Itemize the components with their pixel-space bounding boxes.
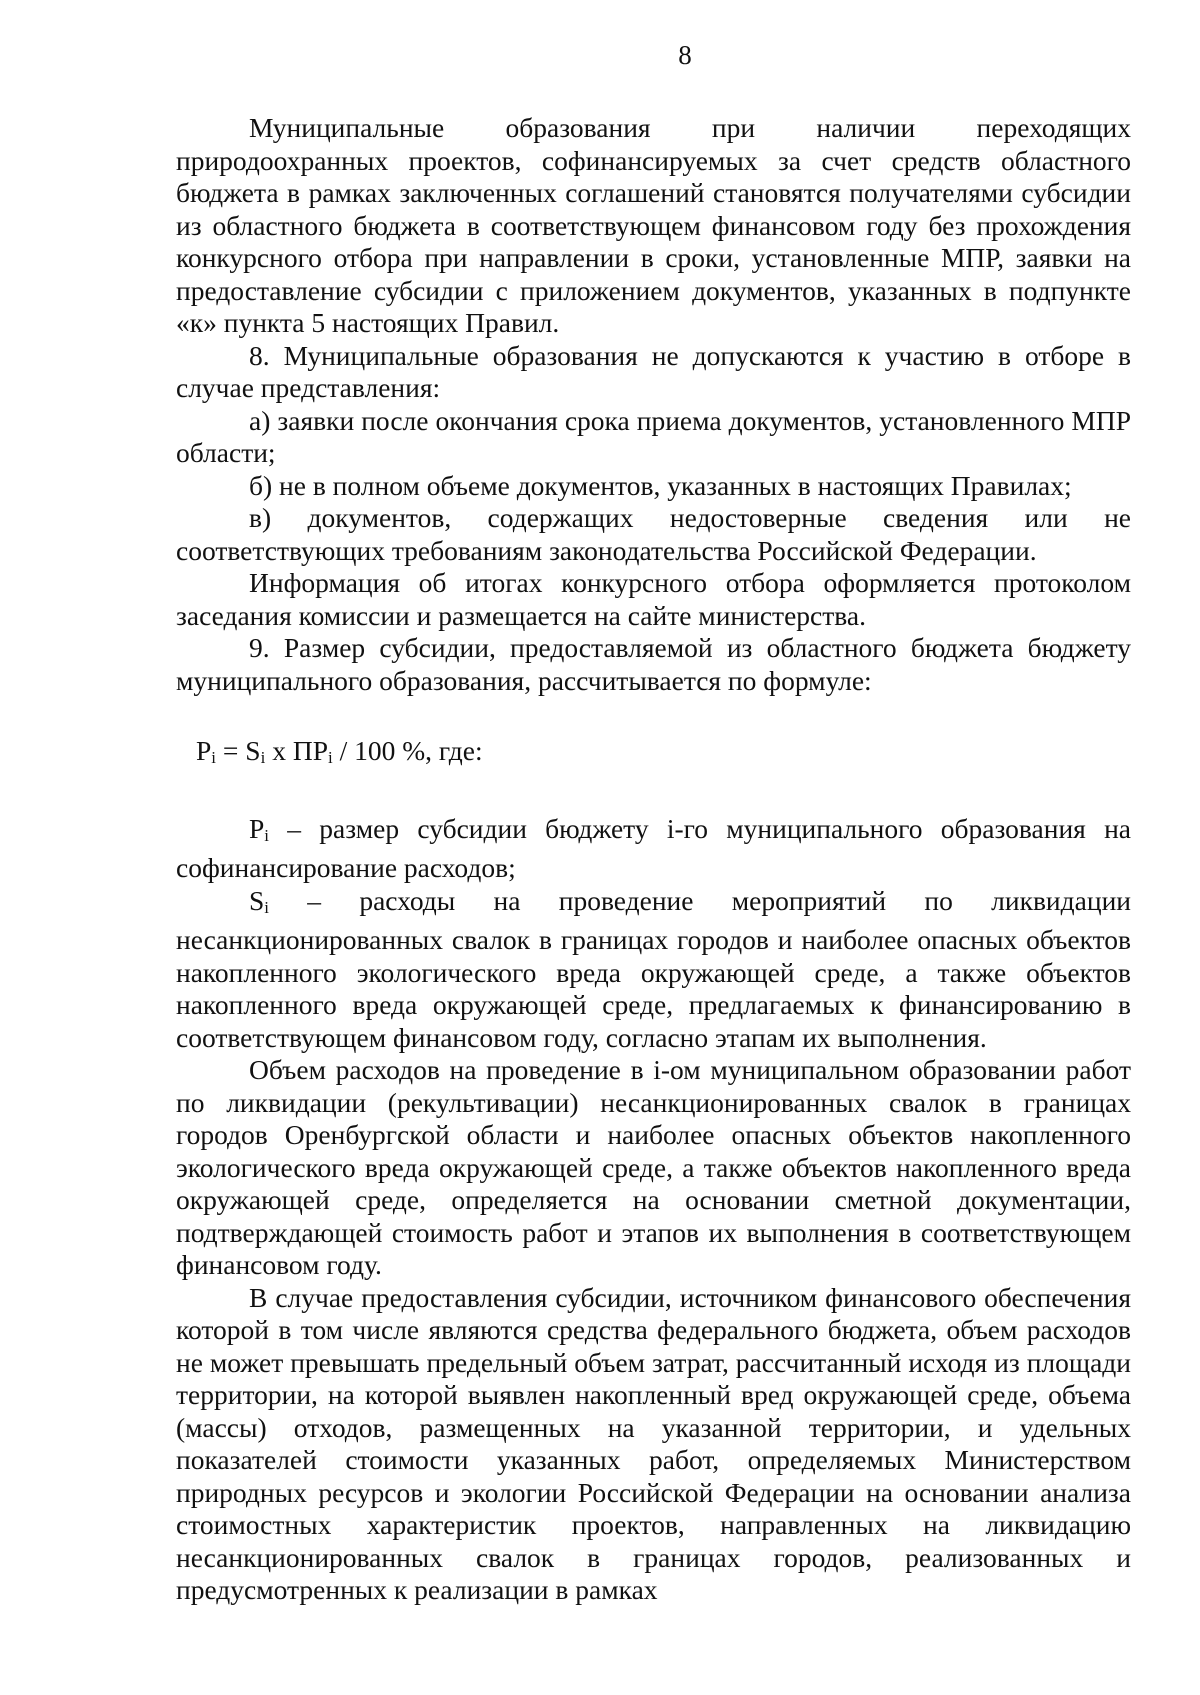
formula-times: x [265,735,293,766]
definition-s-text: – расходы на проведение мероприятий по ликвидации несанкционированных свалок в границах городов и наиболее опасных объектов накопленного экологического вреда окружающей среде, а также объектов накопленного вреда окружающей среде, предлагаемых к финансированию в соответствующем финансовом году, согласно этапам их выполнения. [176,884,1131,1053]
page-number: 8 [678,40,692,70]
formula-tail: / 100 %, где: [332,735,483,766]
paragraph-item-9: 9. Размер субсидии, предоставляемой из областного бюджета бюджету муниципального образования, рассчитывается по формуле: [176,632,1131,696]
document-body [176,112,1131,1607]
paragraph-transitional-projects: Муниципальные образования при наличии переходящих природоохранных проектов, софинансируемых за счет средств областного бюджета в рамках заключенных соглашений становятся получателями субсидии из областного бюджета в соответствующем финансовом году без прохождения конкурсного отбора при направлении в сроки, установленные МПР, заявки на предоставление субсидии с приложением документов, указанных в подпункте «к» пункта 5 настоящих Правил. [176,112,1131,338]
definition-s [176,885,1131,1055]
definition-p [176,813,1131,885]
paragraph-item-8v: в) документов, содержащих недостоверные сведения или не соответствующих требованиям законодательства Российской Федерации. [176,502,1131,566]
definition-s-index: i [264,897,270,917]
paragraph-item-8b: б) не в полном объеме документов, указанных в настоящих Правилах; [249,469,1072,501]
formula-index: i [260,748,266,767]
formula-index: i [211,748,217,767]
definition-p-symbol: P [249,812,265,844]
definition-p-index: i [264,825,270,845]
paragraph-selection-results: Информация об итогах конкурсного отбора оформляется протоколом заседания комиссии и размещается на сайте министерства. [176,567,1131,631]
formula-pr: ПР [292,735,328,766]
definition-s-symbol: S [249,884,265,916]
formula-equals: = [216,735,246,766]
definition-p-text: – размер субсидии бюджету i-го муниципального образования на софинансирование расходов; [176,812,1131,883]
formula-p: P [196,735,212,766]
paragraph-item-8a: а) заявки после окончания срока приема документов, установленного МПР области; [176,404,1131,468]
formula-s: S [245,735,261,766]
paragraph-item-8: 8. Муниципальные образования не допускаются к участию в отборе в случае представления: [176,339,1131,403]
subsidy-formula [176,735,1131,775]
paragraph-federal-funding: В случае предоставления субсидии, источником финансового обеспечения которой в том числе являются средства федерального бюджета, объем расходов не может превышать предельный объем затрат, рассчитанный исходя из площади территории, на которой выявлен накопленный вред окружающей среде, объема (массы) отходов, размещенных на указанной территории, и удельных показателей стоимости указанных работ, определяемых Министерством природных ресурсов и экологии Российской Федерации на основании анализа стоимостных характеристик проектов, направленных на ликвидацию несанкционированных свалок в границах городов, реализованных и предусмотренных к реализации в рамках [176,1281,1131,1605]
paragraph-expense-volume: Объем расходов на проведение в i-ом муниципальном образовании работ по ликвидации (рекультивации) несанкционированных свалок в границах городов Оренбургской области и наиболее опасных объектов накопленного экологического вреда окружающей среде, а также объектов накопленного вреда окружающей среде, определяется на основании сметной документации, подтверждающей стоимость работ и этапов их выполнения в соответствующем финансовом году. [176,1054,1131,1280]
formula-index: i [327,748,333,767]
